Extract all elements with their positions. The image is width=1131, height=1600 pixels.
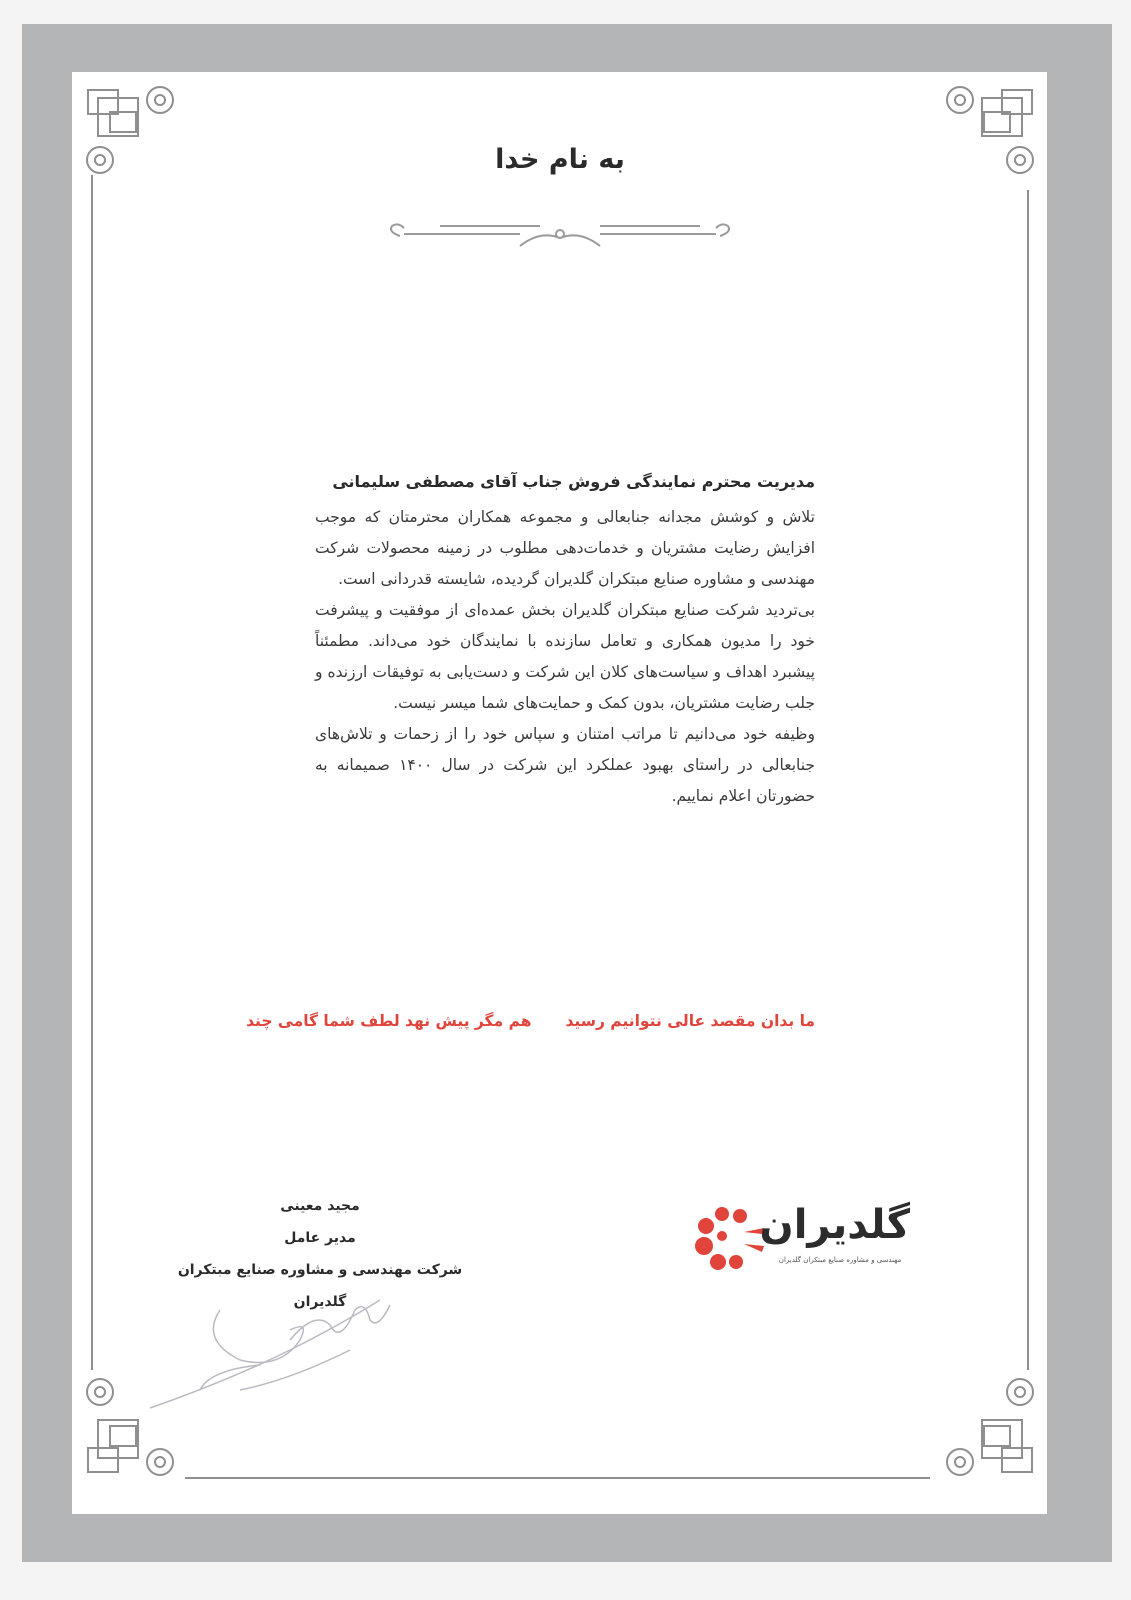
poem-line-2: هم مگر پیش نهد لطف شما گامی چند	[246, 1012, 532, 1030]
signatory-title: مدیر عامل	[284, 1230, 356, 1246]
company-logo	[692, 1200, 912, 1280]
letter-body	[315, 468, 815, 812]
handwritten-signature	[140, 1270, 420, 1420]
corner-ornament-top-right	[947, 87, 1033, 173]
letter-paragraph: بی‌تردید شرکت صنایع مبتکران گلدیران بخش عمده‌ای از موفقیت و پیشرفت خود را مدیون همکاری و تعامل سازنده با نمایندگان خود می‌داند. مطمئناً پیشبرد اهداف و سیاست‌های کلان این شرکت و دست‌یابی به توفیقات ارزنده و جلب رضایت مشتریان، بدون کمک و حمایت‌های شما میسر نیست.	[315, 601, 815, 712]
letter-recipient: مدیریت محترم نمایندگی فروش جناب آقای مصطفی سلیمانی	[332, 472, 815, 491]
signatory-name: مجید معینی	[280, 1198, 360, 1214]
logo-wordmark: گلدیران	[759, 1202, 910, 1248]
logo-tagline: مهندسی و مشاوره صنایع مبتکران گلدیران	[778, 1256, 902, 1264]
poem-verse	[246, 1012, 815, 1030]
heading-flourish	[391, 224, 729, 246]
letter-paragraph: تلاش و کوشش مجدانه جنابعالی و مجموعه همکاران محترمتان که موجب افزایش رضایت مشتریان و خدمات‌دهی مطلوب در زمینه محصولات شرکت مهندسی و مشاوره صنایع مبتکران گلدیران گردیده، شایسته قدردانی است.	[315, 508, 815, 588]
page-title: به نام خدا	[495, 144, 625, 175]
signatory-company: شرکت مهندسی و مشاوره صنایع مبتکران گلدیران	[177, 1262, 463, 1310]
poem-line-1: ما بدان مقصد عالی نتوانیم رسید	[565, 1012, 815, 1030]
letter-paragraph: وظیفه خود می‌دانیم تا مراتب امتنان و سپاس خود را از زحمات و تلاش‌های جنابعالی در راستای بهبود عملکرد این شرکت در سال ۱۴۰۰ صمیمانه به حضورتان اعلام نماییم.	[315, 725, 815, 805]
corner-ornament-bottom-right	[947, 1379, 1033, 1475]
corner-ornament-top-left	[87, 87, 173, 190]
